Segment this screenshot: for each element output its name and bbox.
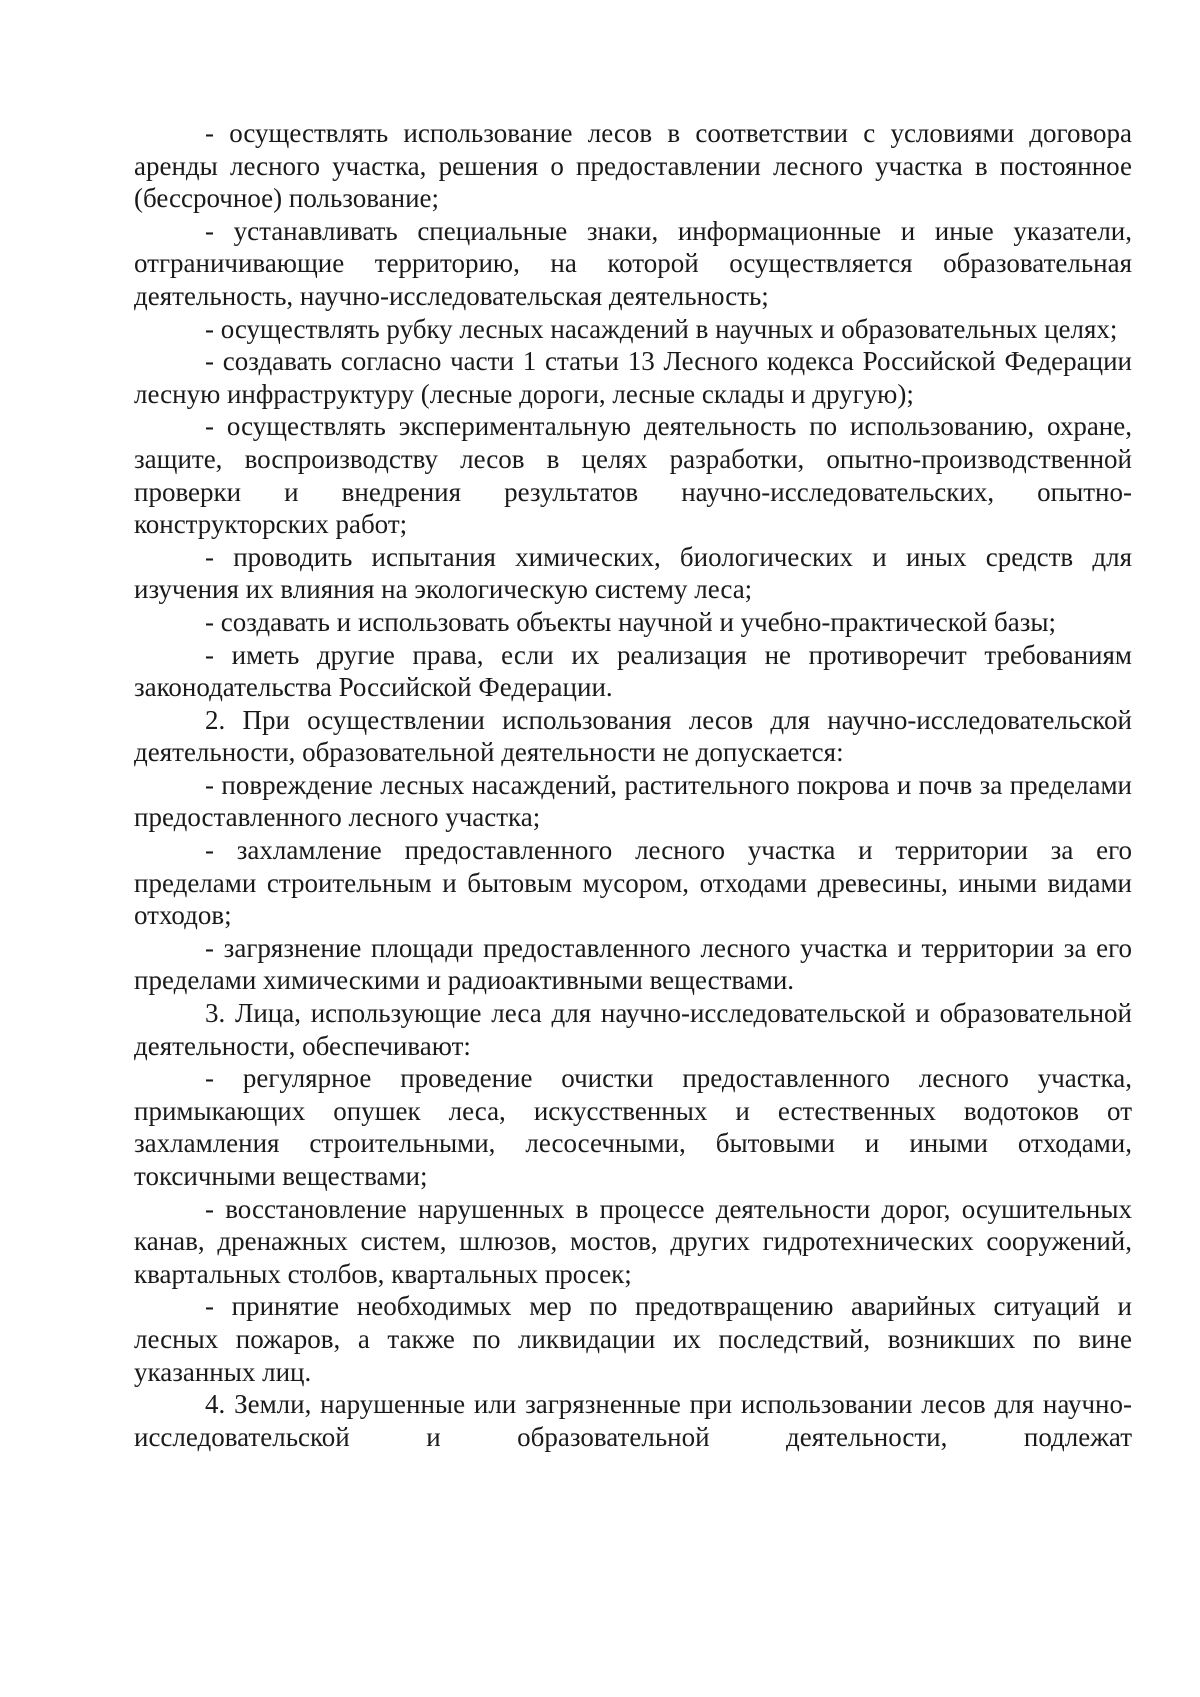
paragraph-damage-plantings: - повреждение лесных насаждений, растительного покрова и почв за пределами предоставленного лесного участка; [134, 769, 1132, 833]
paragraph-testing-agents: - проводить испытания химических, биологических и иных средств для изучения их влияния на экологическую систему леса; [134, 541, 1132, 605]
paragraph-pollution: - загрязнение площади предоставленного лесного участка и территории за его пределами химическими и радиоактивными веществами. [134, 932, 1132, 996]
paragraph-littering: - захламление предоставленного лесного участка и территории за его пределами строительным и бытовым мусором, отходами древесины, иными видами отходов; [134, 835, 1132, 931]
paragraph-regular-cleaning: - регулярное проведение очистки предоставленного лесного участка, примыкающих опушек леса, искусственных и естественных водотоков от захламления строительными, лесосечными, бытовыми и иными отходами, токсичными веществами; [134, 1063, 1132, 1191]
paragraph-section-4-lands: 4. Земли, нарушенные или загрязненные при использовании лесов для научно-исследовательской и образовательной деятельности, подлежат [134, 1389, 1132, 1452]
paragraph-other-rights: - иметь другие права, если их реализация не противоречит требованиям законодательства Российской Федерации. [134, 639, 1132, 703]
document-page [134, 117, 1132, 1453]
paragraph-use-forests-per-lease: - осуществлять использование лесов в соответствии с условиями договора аренды лесного участка, решения о предоставлении лесного участка в постоянное (бессрочное) пользование; [134, 118, 1132, 214]
paragraph-forest-infrastructure: - создавать согласно части 1 статьи 13 Лесного кодекса Российской Федерации лесную инфраструктуру (лесные дороги, лесные склады и другую); [134, 346, 1132, 409]
paragraph-section-3-obligations: 3. Лица, использующие леса для научно-исследовательской и образовательной деятельности, обеспечивают: [134, 998, 1132, 1061]
paragraph-install-signs: - устанавливать специальные знаки, информационные и иные указатели, отграничивающие территорию, на которой осуществляется образовательная деятельность, научно-исследовательская деятельность; [134, 215, 1132, 311]
paragraph-restoration: - восстановление нарушенных в процессе деятельности дорог, осушительных канав, дренажных систем, шлюзов, мостов, других гидротехнических сооружений, квартальных столбов, квартальных просек; [134, 1193, 1132, 1289]
paragraph-felling-for-science: - осуществлять рубку лесных насаждений в научных и образовательных целях; [205, 313, 1118, 344]
paragraph-experimental-activity: - осуществлять экспериментальную деятельность по использованию, охране, защите, воспроизводству лесов в целях разработки, опытно-производственной проверки и внедрения результатов научно-исследовательских, опытно-конструкторских работ; [134, 411, 1132, 540]
paragraph-research-base: - создавать и использовать объекты научной и учебно-практической базы; [205, 606, 1057, 637]
paragraph-section-2-prohibitions: 2. При осуществлении использования лесов для научно-исследовательской деятельности, образовательной деятельности не допускается: [134, 704, 1132, 768]
paragraph-emergency-measures: - принятие необходимых мер по предотвращению аварийных ситуаций и лесных пожаров, а также по ликвидации их последствий, возникших по вине указанных лиц. [134, 1291, 1132, 1387]
